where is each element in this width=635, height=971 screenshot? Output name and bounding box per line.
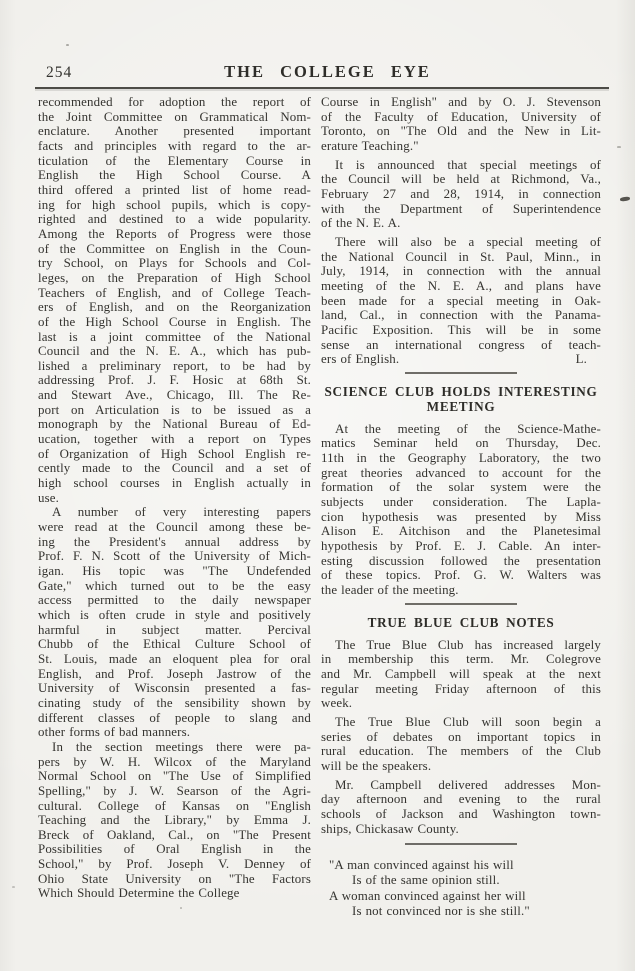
text-line: esting discussion followed the presentation	[321, 553, 601, 568]
text-line: Course in English" and by O. J. Stevenson	[321, 95, 601, 109]
text-line: and Mr. Campbell will speak at the next	[321, 667, 601, 681]
scan-speck	[620, 196, 630, 201]
text-line: great theories advanced to account for the	[321, 465, 601, 480]
text-line: the Joint Committee on Grammatical Nom-	[38, 109, 311, 124]
text-line: of the Faculty of Education, University of	[321, 109, 601, 124]
verse-line: A woman convinced against her will	[329, 888, 526, 903]
text-line: St. Louis, made an eloquent plea for oral	[38, 651, 311, 666]
text-line: Prof. F. N. Scott of the University of Mich-	[38, 549, 311, 564]
text-line: land, Cal., in connection with the Panama-	[321, 308, 601, 323]
section-heading-line: TRUE BLUE CLUB NOTES	[367, 614, 555, 630]
text-line: third offered a printed list of home read-	[38, 182, 311, 197]
text-line: Ohio State University on "The Factors	[38, 871, 311, 886]
text-line: Gate," which turned out to be the easy	[38, 578, 311, 593]
text-line: try School, on Plays for Schools and Col-	[38, 256, 311, 271]
text-line: meeting of the N. E. A., and plans have	[321, 278, 601, 293]
text-line: hypothesis by Prof. E. J. Cable. An inter-	[321, 539, 601, 554]
section-heading-line: MEETING	[426, 398, 496, 414]
text-line: the leader of the meeting.	[321, 583, 459, 598]
text-line: Normal School on "The Use of Simplified	[38, 769, 311, 784]
text-line: of the Committee on English in the Coun-	[38, 241, 311, 256]
text-line: of Organization of High School English re-	[38, 446, 311, 461]
header-rule	[35, 87, 609, 89]
text-line: University of Wisconsin presented a fas-	[38, 681, 311, 696]
text-line: week.	[321, 696, 353, 711]
paragraph	[321, 638, 601, 711]
text-line: will be the speakers.	[321, 758, 432, 773]
text-line: which is often crude in style and positively	[38, 607, 311, 622]
text-line: regular meeting Friday afternoon of this	[321, 681, 601, 696]
text-line: Pacific Exposition. This will be in some	[321, 322, 601, 337]
section-divider	[405, 603, 517, 605]
text-line: different classes of people to slang and	[38, 710, 311, 725]
text-line: and Stewart Ave., Chicago, Ill. The Re-	[38, 388, 311, 403]
section-heading	[321, 384, 601, 414]
paragraph	[321, 422, 601, 598]
text-line: ucation, together with a report on Types	[38, 432, 311, 447]
text-line: righted and destined to a wide popularity.	[38, 212, 311, 227]
paragraph	[321, 158, 601, 231]
paragraph	[38, 505, 311, 740]
text-line: recommended for adoption the report of	[38, 95, 311, 109]
text-line: Among the Reports of Progress were those	[38, 226, 311, 241]
text-line: English, and Prof. Joseph Jastrow of the	[38, 666, 311, 681]
text-line: formation of the solar system were the	[321, 480, 601, 495]
scan-speck	[617, 146, 621, 148]
text-line: cion hypothesis was presented by Miss	[321, 509, 601, 524]
text-line: A number of very interesting papers	[52, 505, 311, 520]
paragraph-end-text: ers of English.	[321, 352, 400, 367]
section-divider	[405, 372, 517, 374]
text-line: ticulation of the Elementary Course in	[38, 153, 311, 168]
text-line: Possibilities of Oral English in the	[38, 842, 311, 857]
text-line: cinating study of the sensibility shown by	[38, 695, 311, 710]
text-line: Alison E. Aitchison and the Planetesimal	[321, 524, 601, 539]
text-line: Teaching and the Library," by Emma J.	[38, 813, 311, 828]
paragraph	[38, 740, 311, 901]
text-line: cultural. College of Kansas on "English	[38, 798, 311, 813]
verse	[321, 858, 601, 919]
text-line: leges, on the Preparation of High School	[38, 270, 311, 285]
text-line: Breck of Oakland, Cal., on "The Present	[38, 827, 311, 842]
right-column	[321, 95, 601, 919]
text-line: Which Should Determine the College	[38, 886, 240, 901]
text-line: There will also be a special meeting of	[335, 234, 601, 249]
text-line: enclature. Another presented important	[38, 124, 311, 139]
text-line: At the meeting of the Science-Mathe-	[335, 421, 601, 436]
text-line: English the High School Course. A	[38, 168, 311, 183]
text-line: facts and principles with regard to the ar-	[38, 138, 311, 153]
text-line: the National Council in St. Paul, Minn., in	[321, 249, 601, 264]
author-initial: L.	[575, 352, 587, 367]
text-line: monograph by the National Bureau of Ed-	[38, 417, 311, 432]
paragraph	[38, 95, 311, 505]
text-line: been made for a special meeting in Oak-	[321, 293, 601, 308]
left-column	[38, 95, 311, 901]
section-heading-line: SCIENCE CLUB HOLDS INTERESTING	[324, 383, 598, 399]
text-line: last is a joint committee of the National	[38, 329, 311, 344]
text-line: series of debates on important topics in	[321, 729, 601, 744]
text-line: February 27 and 28, 1914, in connection	[321, 186, 601, 201]
text-line: were read at the Council among these be-	[38, 520, 311, 535]
text-line: high school courses in English actually in	[38, 476, 311, 491]
text-line: July, 1914, in connection with the annual	[321, 264, 601, 279]
text-line: School," by Prof. Joseph V. Denney of	[38, 857, 311, 872]
paragraph	[321, 778, 601, 837]
text-line: igan. His topic was "The Undefended	[38, 564, 311, 578]
text-line: of the N. E. A.	[321, 216, 401, 231]
verse-line: Is of the same opinion still.	[352, 873, 500, 888]
scan-speck	[180, 907, 182, 909]
text-line: schools of Jackson and Washington town-	[321, 806, 601, 821]
text-line: the Council will be held at Richmond, Va.,	[321, 172, 601, 187]
text-line: It is announced that special meetings of	[335, 157, 601, 172]
text-line: of the High School Course in English. The	[38, 314, 311, 329]
text-line: rural education. The members of the Club	[321, 744, 601, 759]
verse-line: "A man convinced against his will	[329, 858, 514, 873]
text-line: ers of English, and on the Reorganization	[38, 300, 311, 315]
text-line: ing the President's annual address by	[38, 534, 311, 549]
text-line: subjects under consideration. The Lapla-	[321, 495, 601, 510]
scan-speck	[12, 886, 15, 888]
text-line: of these topics. Prof. G. W. Walters was	[321, 568, 601, 583]
text-line: 11th in the Geography Laboratory, the two	[321, 451, 601, 466]
page-number: 254	[46, 64, 73, 81]
text-line: port on Articulation is to be issued as a	[38, 402, 311, 417]
text-line: Mr. Campbell delivered addresses Mon-	[335, 777, 601, 792]
text-line: use.	[38, 490, 60, 505]
text-line: with the Department of Superintendence	[321, 201, 601, 216]
text-line: Council and the N. E. A., which has pub-	[38, 344, 311, 359]
text-line: matics Seminar held on Thursday, Dec.	[321, 436, 601, 451]
text-line: other forms of bad manners.	[38, 725, 191, 740]
text-line: pers by W. H. Wilcox of the Maryland	[38, 754, 311, 769]
paragraph	[321, 95, 601, 154]
text-line: ing for high school pupils, which is copy-	[38, 197, 311, 212]
text-line: Chubb of the Ethical Culture School of	[38, 637, 311, 652]
paragraph	[321, 715, 601, 774]
text-line: cently made to the Council and a set of	[38, 461, 311, 476]
text-line: Spelling," by J. W. Searson of the Agri-	[38, 783, 311, 798]
section-divider	[405, 843, 517, 845]
section-heading	[321, 615, 601, 630]
text-line: The True Blue Club has increased largely	[335, 637, 601, 652]
text-line: day afternoon and evening to the rural	[321, 792, 601, 807]
paragraph	[321, 235, 601, 367]
text-line: The True Blue Club will soon begin a	[335, 714, 601, 729]
text-line: addressing Prof. J. F. Hosic at 68th St.	[38, 373, 311, 388]
text-line: in membership this term. Mr. Colegrove	[321, 652, 601, 667]
text-line: lished a preliminary report, to be had by	[38, 358, 311, 373]
text-line: sense an international congress of teach-	[321, 337, 601, 352]
text-line: ships, Chickasaw County.	[321, 821, 459, 836]
text-line: erature Teaching."	[321, 138, 419, 153]
scan-speck	[66, 44, 69, 46]
text-line: Toronto, on "The Old and the New in Lit-	[321, 124, 601, 139]
text-line	[321, 352, 601, 367]
journal-title: THE COLLEGE EYE	[224, 62, 431, 81]
verse-line: Is not convinced nor is she still."	[352, 903, 530, 918]
text-line: In the section meetings there were pa-	[52, 739, 311, 754]
text-line: Teachers of English, and of College Teach-	[38, 285, 311, 300]
text-line: harmful in subject matter. Percival	[38, 622, 311, 637]
text-line: access permitted to the daily newspaper	[38, 593, 311, 608]
